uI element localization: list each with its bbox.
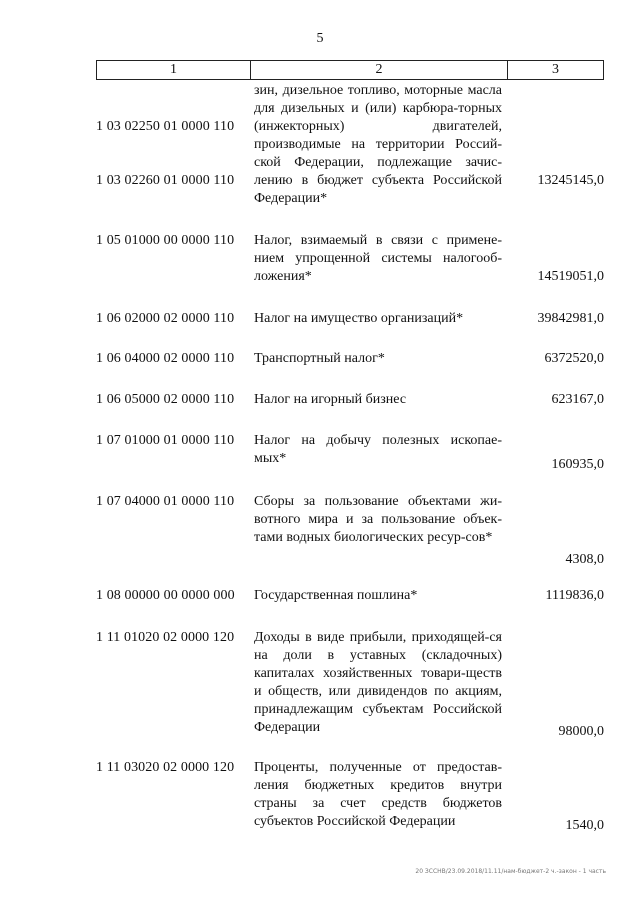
- table-row: [96, 493, 604, 565]
- row-code: 1 07 04000 01 0000 110: [96, 494, 235, 509]
- row-name: Налог на добычу полезных ископае-мых*: [254, 433, 502, 466]
- row-name: Налог, взимаемый в связи с примене-нием упрощенной системы налогооб-ложения*: [254, 233, 502, 284]
- row-code: 1 06 02000 02 0000 110: [96, 311, 235, 326]
- row-amount: 1540,0: [565, 818, 604, 833]
- table-row: [96, 391, 604, 409]
- row-amount: 6372520,0: [544, 351, 604, 366]
- row-code: 1 06 04000 02 0000 110: [96, 351, 235, 366]
- table-row: [96, 587, 604, 605]
- table-row: [96, 310, 604, 328]
- row-amount: 623167,0: [551, 392, 604, 407]
- row-amount: 4308,0: [565, 552, 604, 567]
- header-col-1: 1: [97, 61, 251, 79]
- row-amount: 160935,0: [551, 457, 604, 472]
- header-col-3: 3: [552, 62, 559, 77]
- table-row: [96, 629, 604, 737]
- table-row: [96, 759, 604, 831]
- row-name: Государственная пошлина*: [254, 588, 418, 603]
- row-name: Налог на имущество организаций*: [254, 311, 464, 326]
- header-col-2: 2: [251, 61, 508, 79]
- row-name: Проценты, полученные от предостав-ления бюджетных кредитов внутри страны за счет средств бюджетов субъектов Российской Федерации: [254, 760, 502, 829]
- row-amount: 98000,0: [558, 724, 604, 739]
- row-name: Сборы за пользование объектами жи-вотного мира и за пользование объек-тами водных биологических ресур-сов*: [254, 494, 502, 545]
- table-row: [96, 350, 604, 368]
- row-code: 1 06 05000 02 0000 110: [96, 392, 235, 407]
- row-name: Доходы в виде прибыли, приходящей-ся на доли в уставных (складочных) капиталах хозяйственных товари-ществ и обществ, или дивидендов по акциям, принадлежащим субъектам Российской Федерации: [254, 630, 502, 735]
- row-code: 1 11 01020 02 0000 120: [96, 630, 235, 645]
- row-code: 1 05 01000 00 0000 110: [96, 233, 235, 248]
- row-amount: 39842981,0: [537, 311, 604, 326]
- row-amount: 1119836,0: [545, 588, 604, 603]
- table-row: [96, 82, 604, 208]
- row-name: Транспортный налог*: [254, 351, 385, 366]
- row-name: Налог на игорный бизнес: [254, 392, 407, 407]
- row-code: 1 07 01000 01 0000 110: [96, 433, 235, 448]
- row-name: зин, дизельное топливо, моторные масла для дизельных и (или) карбюра-торных (инжекторных) двигателей, производимые на территории Россий-ской Федерации, подлежащие зачис-лению в бюджет субъекта Российской Федерации*: [254, 83, 502, 206]
- row-code: 1 11 03020 02 0000 120: [96, 760, 235, 775]
- table-header: [96, 60, 604, 80]
- row-code: 1 03 02250 01 0000 110 1 03 02260 01 0000 110: [96, 119, 235, 188]
- table-row: [96, 232, 604, 286]
- page-number: 5: [316, 31, 324, 46]
- row-code: 1 08 00000 00 0000 000: [96, 588, 235, 603]
- row-amount: 13245145,0: [537, 173, 604, 188]
- row-amount: 14519051,0: [537, 269, 604, 284]
- footer-note: 20 ЗССНВ/23.09.2018/11.11/нам-бюджет-2 ч.-закон - 1 часть: [415, 868, 606, 875]
- table-row: [96, 432, 604, 472]
